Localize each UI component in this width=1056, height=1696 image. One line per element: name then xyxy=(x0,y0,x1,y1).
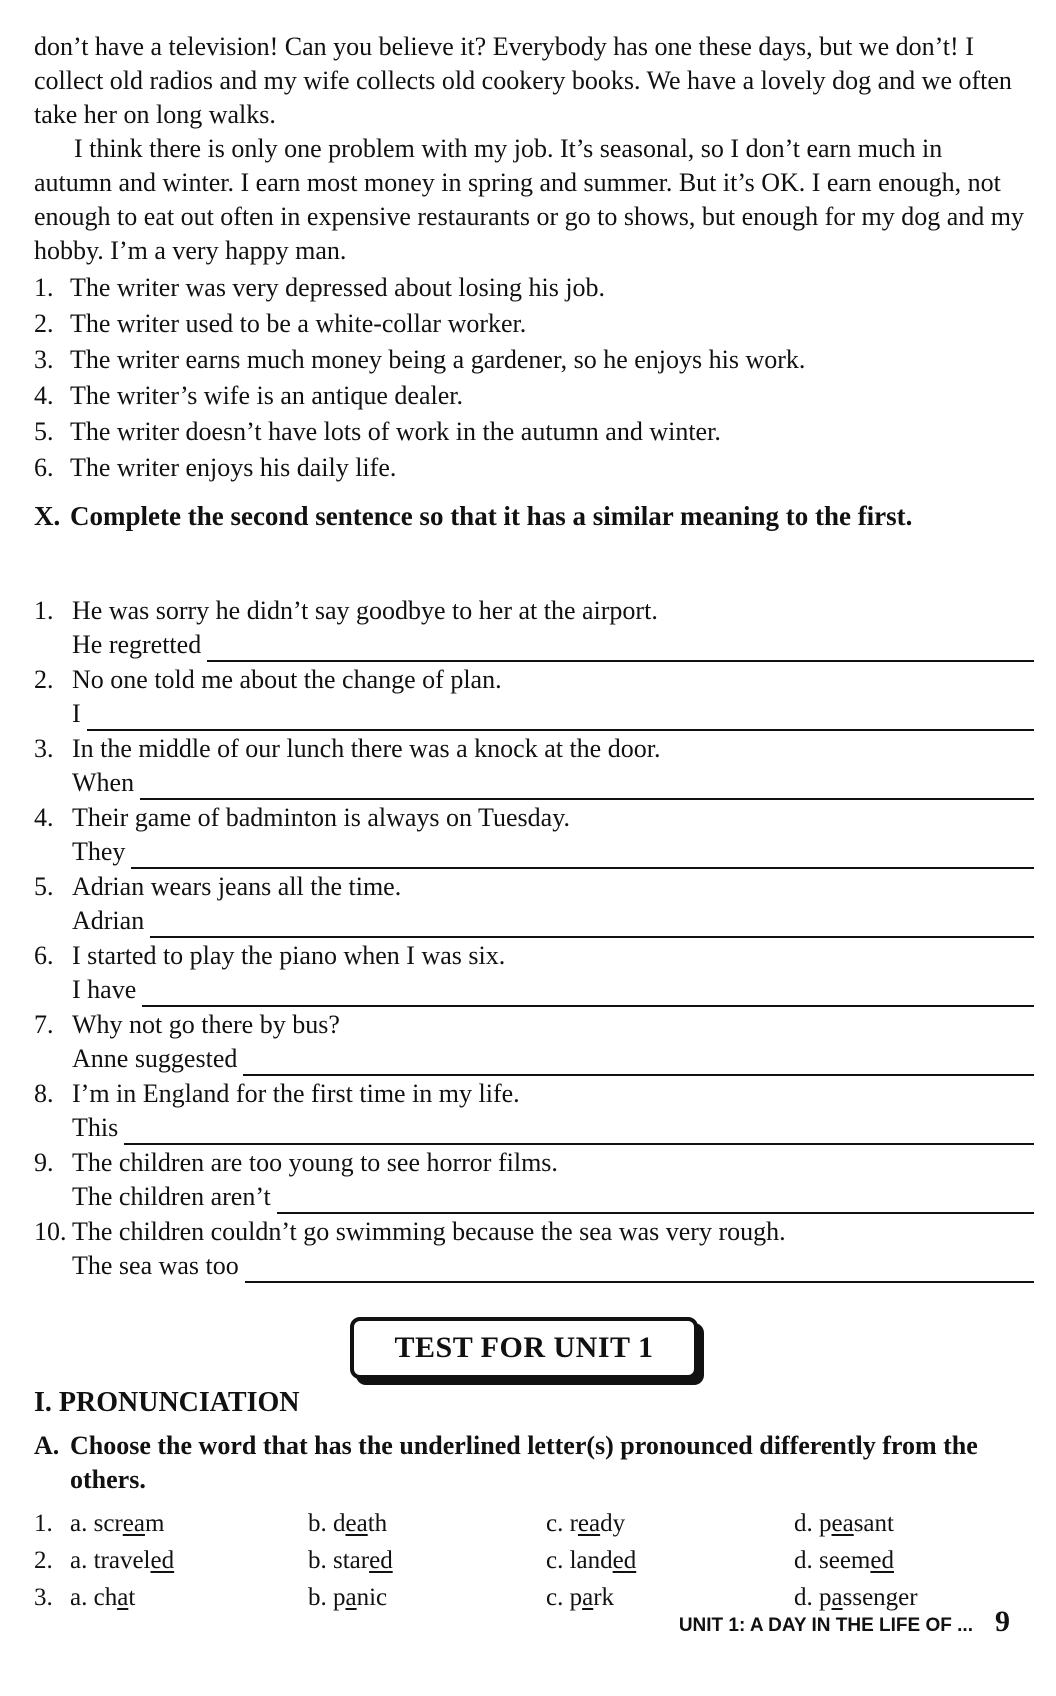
item-sentence: The children couldn’t go swimming because the sea was very rough. xyxy=(72,1217,786,1246)
answer-blank[interactable] xyxy=(245,1259,1034,1283)
exercise-item xyxy=(34,939,1034,1008)
answer-start: Anne suggested xyxy=(72,1044,238,1073)
exercise-item xyxy=(34,1077,1034,1146)
statement-number: 2. xyxy=(34,309,54,338)
item-number: 1. xyxy=(34,596,54,625)
item-number: 2. xyxy=(34,665,54,694)
item-number: 3. xyxy=(34,734,54,763)
choice-option[interactable]: b. death xyxy=(308,1510,388,1537)
statement-item xyxy=(34,306,1024,342)
question-number: 1. xyxy=(34,1510,53,1537)
statement-text: The writer was very depressed about losing his job. xyxy=(70,273,606,302)
item-number: 10. xyxy=(34,1217,67,1246)
footer-unit-title: UNIT 1: A DAY IN THE LIFE OF ... xyxy=(678,1615,973,1636)
answer-blank[interactable] xyxy=(124,1121,1034,1145)
answer-start: They xyxy=(72,837,126,866)
answer-start: The children aren’t xyxy=(72,1182,271,1211)
statement-number: 6. xyxy=(34,453,54,482)
item-sentence: Why not go there by bus? xyxy=(72,1010,340,1039)
choice-option[interactable]: b. stared xyxy=(308,1547,393,1574)
item-number: 5. xyxy=(34,872,54,901)
statement-text: The writer’s wife is an antique dealer. xyxy=(70,381,463,410)
exercise-item xyxy=(34,663,1034,732)
item-number: 7. xyxy=(34,1010,54,1039)
section-number: X. xyxy=(34,501,61,531)
choice-option[interactable]: d. passenger xyxy=(794,1584,918,1611)
statement-item xyxy=(34,342,1024,378)
passage-paragraph: don’t have a television! Can you believe it? Everybody has one these days, but we don’t! I collect old radios and my wife collects old cookery books. We have a lovely dog and we often take her on long walks. xyxy=(34,32,1012,129)
answer-blank[interactable] xyxy=(87,707,1034,731)
choice-option[interactable]: d. seemed xyxy=(794,1547,894,1574)
exercise-item xyxy=(34,1215,1034,1284)
answer-blank[interactable] xyxy=(150,914,1034,938)
sub-number: A. xyxy=(34,1431,60,1460)
answer-start: This xyxy=(72,1113,119,1142)
pronunciation-section xyxy=(34,1385,1034,1616)
item-sentence: In the middle of our lunch there was a knock at the door. xyxy=(72,734,661,763)
reading-passage xyxy=(34,30,1024,268)
choice-option[interactable]: d. peasant xyxy=(794,1510,894,1537)
statement-number: 5. xyxy=(34,417,54,446)
statement-item xyxy=(34,378,1024,414)
exercise-item xyxy=(34,732,1034,801)
item-sentence: I started to play the piano when I was six. xyxy=(72,941,506,970)
item-number: 9. xyxy=(34,1148,54,1177)
answer-start: I xyxy=(72,699,81,728)
item-sentence: Their game of badminton is always on Tuesday. xyxy=(72,803,571,832)
statement-text: The writer used to be a white-collar worker. xyxy=(70,309,527,338)
item-sentence: Adrian wears jeans all the time. xyxy=(72,872,402,901)
answer-blank[interactable] xyxy=(142,983,1034,1007)
choice-option[interactable]: a. scream xyxy=(70,1510,165,1537)
item-sentence: He was sorry he didn’t say goodbye to her at the airport. xyxy=(72,596,658,625)
statement-text: The writer doesn’t have lots of work in the autumn and winter. xyxy=(70,417,721,446)
page-number: 9 xyxy=(995,1605,1010,1638)
exercise-item xyxy=(34,1008,1034,1077)
section-x-heading xyxy=(34,498,1034,534)
question-number: 3. xyxy=(34,1584,53,1611)
answer-blank[interactable] xyxy=(140,776,1034,800)
section-instruction: Complete the second sentence so that it has a similar meaning to the first. xyxy=(70,501,913,531)
choice-option[interactable]: a. chat xyxy=(70,1584,136,1611)
exercise-item xyxy=(34,594,1034,663)
statement-number: 1. xyxy=(34,273,54,302)
item-sentence: The children are too young to see horror films. xyxy=(72,1148,558,1177)
choice-option[interactable]: b. panic xyxy=(308,1584,388,1611)
sub-instruction xyxy=(34,1429,1034,1497)
question-number: 2. xyxy=(34,1547,53,1574)
answer-start: When xyxy=(72,768,135,797)
statement-item xyxy=(34,270,1024,306)
answer-start: I have xyxy=(72,975,137,1004)
item-sentence: No one told me about the change of plan. xyxy=(72,665,502,694)
section-title: I. PRONUNCIATION xyxy=(34,1387,300,1418)
true-false-statements xyxy=(34,270,1024,486)
item-sentence: I’m in England for the first time in my life. xyxy=(72,1079,520,1108)
choice-option[interactable]: c. ready xyxy=(546,1510,626,1537)
item-number: 6. xyxy=(34,941,54,970)
choice-row xyxy=(34,1542,1034,1579)
exercise-item xyxy=(34,801,1034,870)
choice-option[interactable]: c. park xyxy=(546,1584,615,1611)
choice-row xyxy=(34,1505,1034,1542)
answer-start: The sea was too xyxy=(72,1251,239,1280)
answer-blank[interactable] xyxy=(277,1190,1034,1214)
answer-blank[interactable] xyxy=(207,638,1034,662)
rewrite-exercise xyxy=(34,594,1034,1284)
statement-number: 3. xyxy=(34,345,54,374)
test-unit-banner: TEST FOR UNIT 1 xyxy=(350,1317,698,1379)
passage-paragraph: I think there is only one problem with my job. It’s seasonal, so I don’t earn much in autumn and winter. I earn most money in spring and summer. But it’s OK. I earn enough, not enough to eat out often in expensive restaurants or go to shows, but enough for my dog and my hobby. I’m a very happy man. xyxy=(34,134,1024,265)
choice-option[interactable]: a. traveled xyxy=(70,1547,175,1574)
choice-option[interactable]: c. landed xyxy=(546,1547,637,1574)
page-footer xyxy=(679,1605,1010,1639)
statement-text: The writer enjoys his daily life. xyxy=(70,453,397,482)
statement-item xyxy=(34,450,1024,486)
answer-start: He regretted xyxy=(72,630,202,659)
statement-number: 4. xyxy=(34,381,54,410)
statement-text: The writer earns much money being a gardener, so he enjoys his work. xyxy=(70,345,806,374)
choice-table xyxy=(34,1505,1034,1616)
answer-blank[interactable] xyxy=(131,845,1034,869)
exercise-item xyxy=(34,870,1034,939)
answer-blank[interactable] xyxy=(243,1052,1034,1076)
exercise-item xyxy=(34,1146,1034,1215)
instruction-text: Choose the word that has the underlined letter(s) pronounced differently from the others. xyxy=(70,1431,978,1494)
statement-item xyxy=(34,414,1024,450)
item-number: 8. xyxy=(34,1079,54,1108)
answer-start: Adrian xyxy=(72,906,145,935)
item-number: 4. xyxy=(34,803,54,832)
